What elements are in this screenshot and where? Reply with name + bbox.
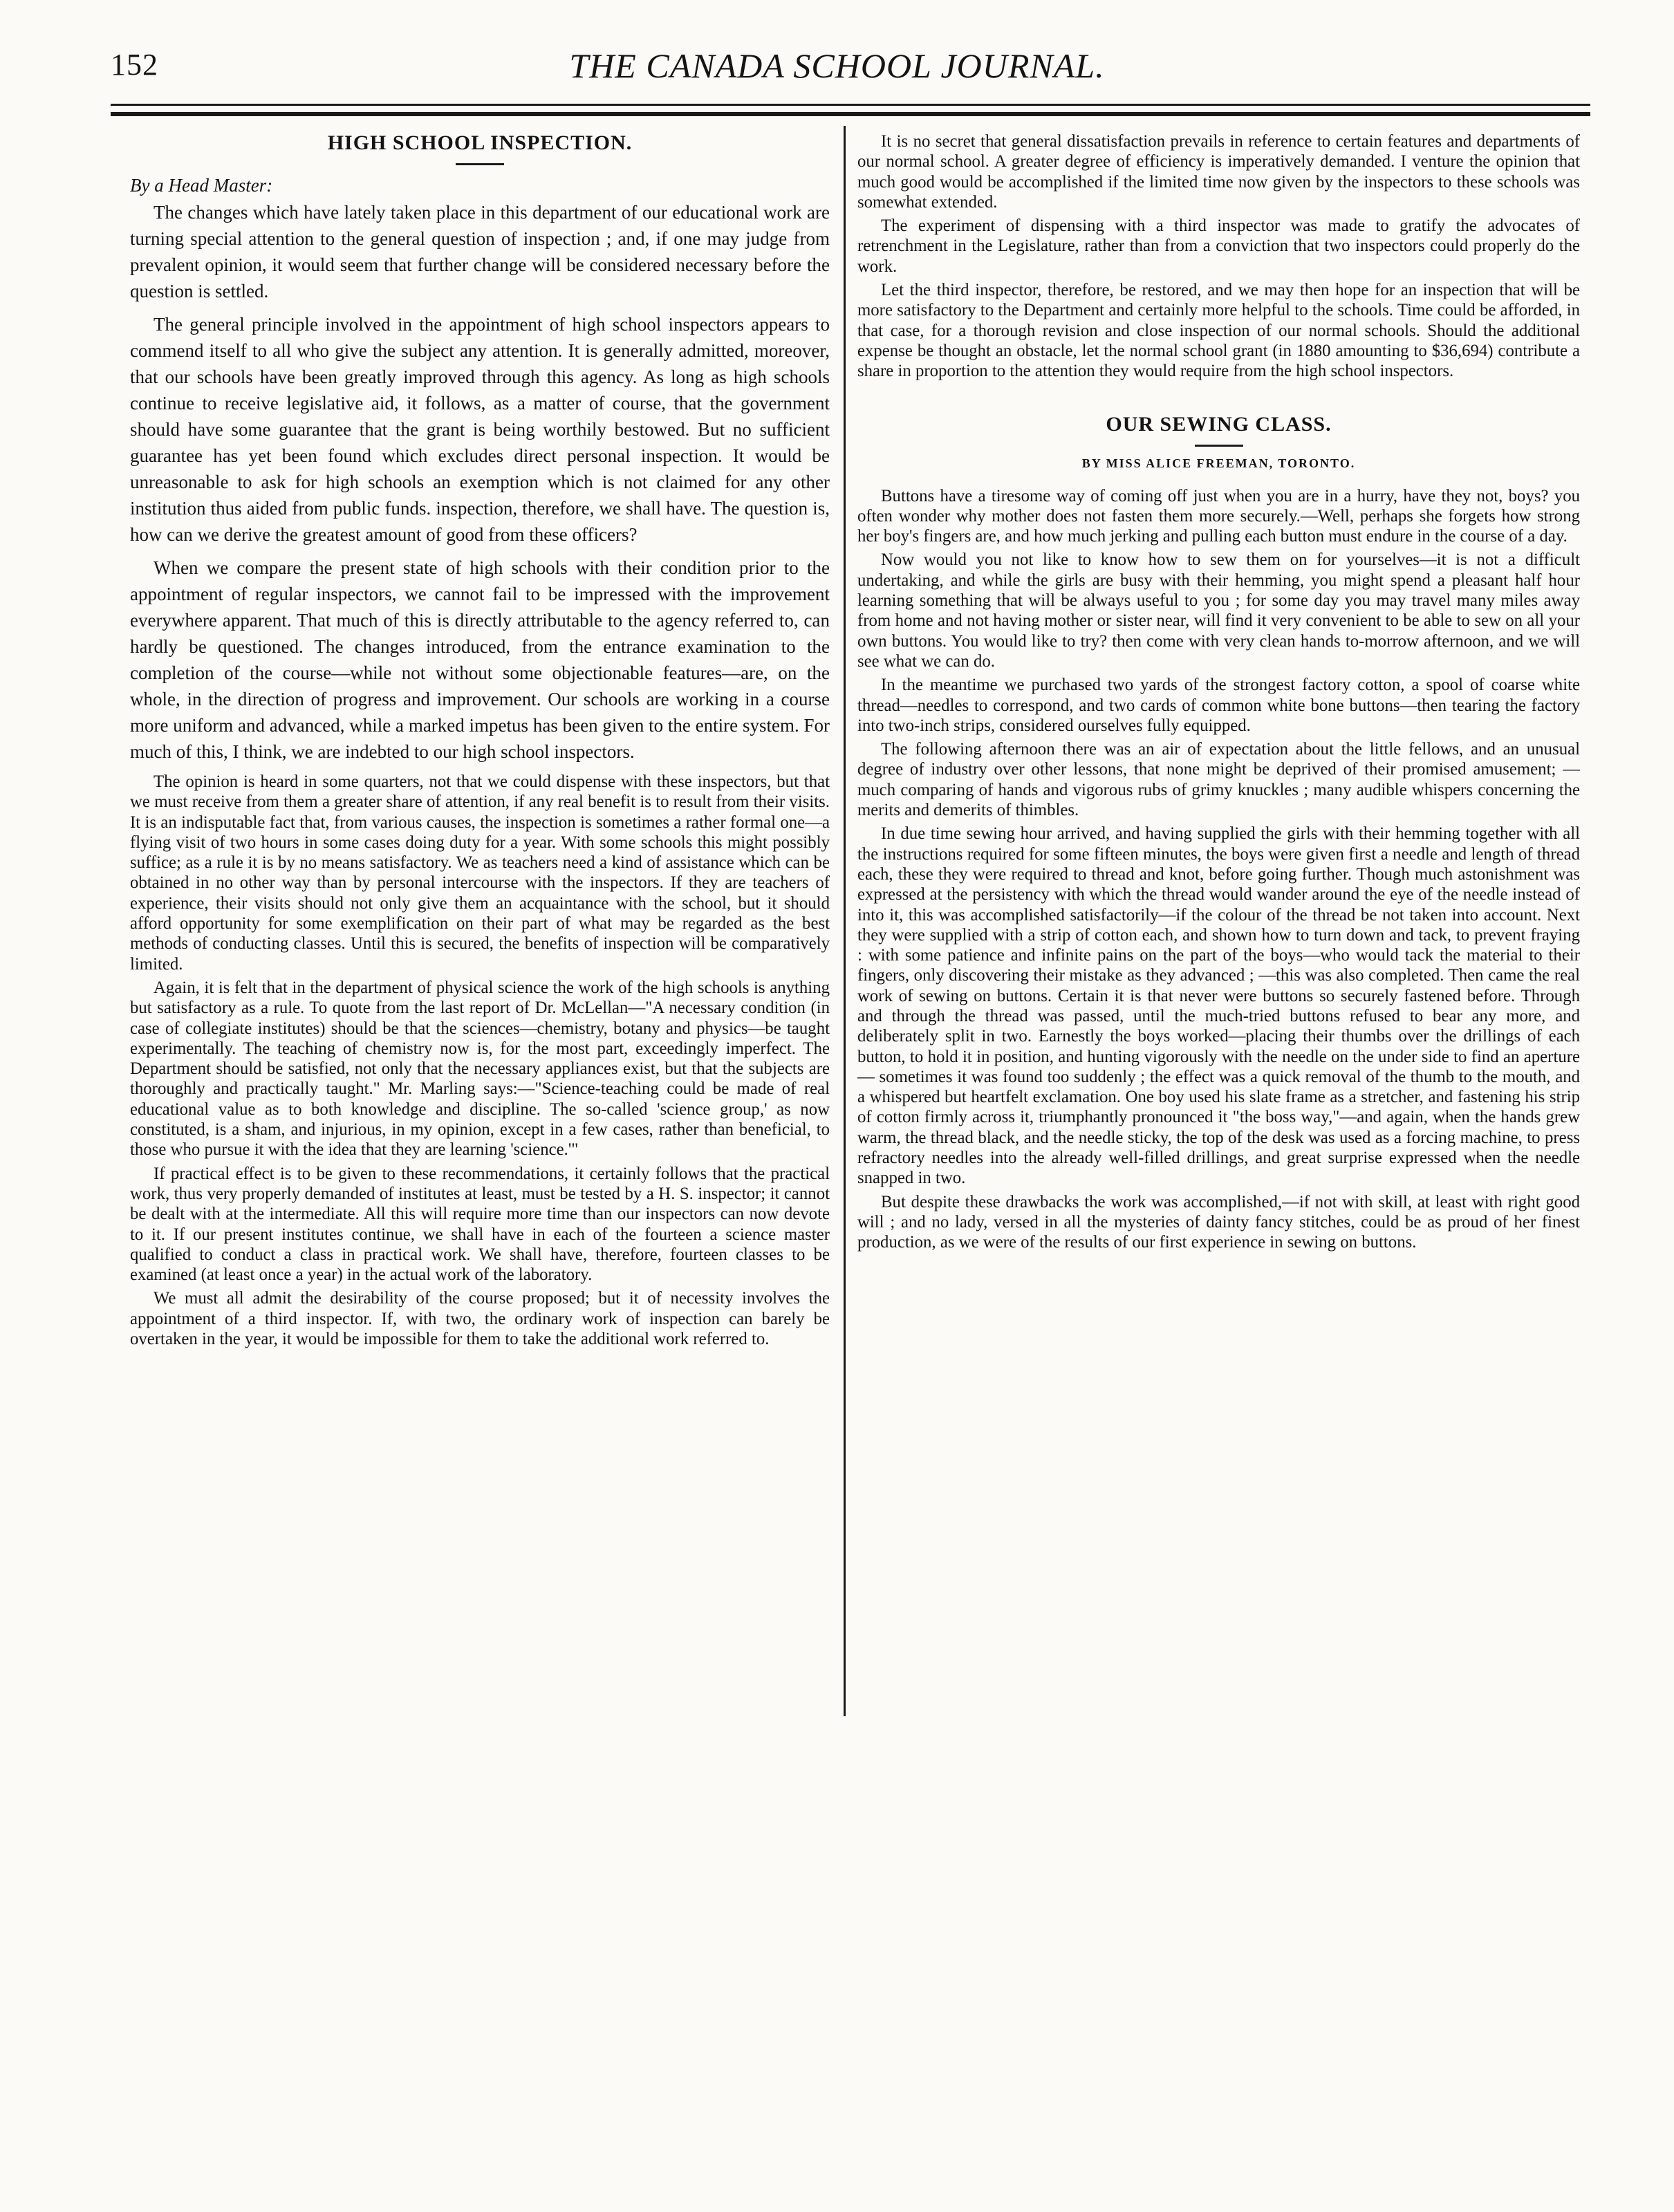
paragraph: In due time sewing hour arrived, and having supplied the girls with their hemming together with all the instructions required for some fifteen minutes, the boys were given first a needle and length of thread each, these they were required to thread and knot, before going further. Though much astonishment was expressed at the persistency with which the thread would wander around the eye of the needle instead of into it, this was accomplished satisfactorily—if the colour of the thread be not taken into account. Next they were supplied with a strip of cotton each, and shown how to turn down and tack, to prevent fraying : with some patience and infinite pains on the part of the boys—who would tack the material to their fingers, only discovering their mistake as they advanced ; —this was also completed. Then came the real work of sewing on buttons. Certain it is that never were buttons so securely fastened before. Through and through the thread was passed, until the much-tried buttons refused to bear any more, and deliberately split in two. Earnestly the boys worked—placing their thumbs over the drillings of each button, to hold it in position, and hunting vigorously with the needle on the under side to find an aperture — sometimes it was found too suddenly ; the effect was a quick removal of the thumb to the mouth, and a whispered but heartfelt exclamation. One boy used his slate frame as a stretcher, and fastening his strip of cotton firmly across it, triumphantly pronounced it "the boss way,"—and again, when the hands grew warm, the thread black, and the needle sticky, the top of the desk was used as a forcing machine, to press refractory needles into the already well-filled drillings, and great surprise expressed when the needle snapped in two. [857,824,1580,1188]
article-title-high-school-inspection: HIGH SCHOOL INSPECTION. [327,131,633,154]
paragraph: In the meantime we purchased two yards of the strongest factory cotton, a spool of coarse white thread—needles to correspond, and two cards of common white bone buttons—then tearing the factory into two-inch strips, considered ourselves fully equipped. [857,676,1580,735]
paragraph: Again, it is felt that in the department of physical science the work of the high schools is anything but satisfactory as a rule. To quote from the last report of Dr. McLellan—"A necessary condition (in case of collegiate institutes) should be that the sciences—chemistry, botany and physics—be taught experimentally. The teaching of chemistry now is, for the most part, exceedingly imperfect. The Department should be satisfied, not only that the necessary appliances exist, but that the subjects are thoroughly and practically taught." Mr. Marling says:—"Science-teaching could be made of real educational value as to both knowledge and discipline. The so-called 'science group,' as now constituted, is a sham, and injurious, in my opinion, except in a few cases, rather than beneficial, to those who pursue it with the idea that they are learning 'science.'" [130,978,830,1160]
paragraph: Buttons have a tiresome way of coming off just when you are in a hurry, have they not, boys? you often wonder why mother does not fasten them more securely.—Well, perhaps she forgets how strong her boy's fingers are, and how much jerking and pulling each button must endure in the course of a day. [857,486,1580,546]
left-column [130,131,830,1353]
paragraph: But despite these drawbacks the work was accomplished,—if not with skill, at least with right good will ; and no lady, versed in all the mysteries of dainty fancy stitches, could be as proud of her finest production, as we were of the results of our first experience in sewing on buttons. [857,1192,1580,1252]
paragraph: We must all admit the desirability of the course proposed; but it of necessity involves the appointment of a third inspector. If, with two, the ordinary work of inspection can barely be overtaken in the year, it would be impossible for them to take the additional work referred to. [130,1289,830,1349]
paragraph: Now would you not like to know how to sew them on for yourselves—it is not a difficult undertaking, and while the girls are busy with their hemming, you might spend a pleasant half hour learning something that will be always useful to you ; for some day you may travel many miles away from home and not having mother or sister near, will find it very convenient to be able to sew on all your own buttons. You would like to try? then come with very clean hands to-morrow afternoon, and we will see what we can do. [857,550,1580,671]
paragraph: The general principle involved in the appointment of high school inspectors appears to commend itself to all who give the subject any attention. It is generally admitted, moreover, that our schools have been greatly improved through this agency. As long as high schools continue to receive legislative aid, it follows, as a matter of course, that the government should have some guarantee that the grant is being worthily bestowed. But no sufficient guarantee has yet been found which excludes direct personal inspection. It would be unreasonable to ask for high schools an exemption which is not claimed for any other institution thus aided from public funds. inspection, therefore, we shall have. The question is, how can we derive the greatest amount of good from these officers? [130,314,830,545]
paragraph: It is no secret that general dissatisfaction prevails in reference to certain features and departments of our normal school. A greater degree of efficiency is imperatively demanded. I venture the opinion that much good would be accomplished if the limited time now given by the inspectors to these schools was somewhat extended. [857,132,1580,212]
title-rule [456,163,504,165]
page-number: 152 [111,48,158,82]
header-rule-top [111,104,1590,106]
journal-title: THE CANADA SCHOOL JOURNAL. [569,46,1105,85]
article-title-our-sewing-class: OUR SEWING CLASS. [1106,412,1332,436]
title-rule [1195,445,1243,447]
paragraph: The experiment of dispensing with a third inspector was made to gratify the advocates of retrenchment in the Legislature, rather than from a conviction that two inspectors could properly do the work. [857,216,1580,276]
article-byline: BY MISS ALICE FREEMAN, TORONTO. [1081,456,1356,470]
column-divider [844,126,846,1716]
paragraph: The changes which have lately taken place in this department of our educational work are turning special attention to the general question of inspection ; and, if one may judge from prevalent opinion, it would seem that further change will be considered necessary before the question is settled. [130,202,830,301]
paragraph: The opinion is heard in some quarters, not that we could dispense with these inspectors, but that we must receive from them a greater share of attention, if any real benefit is to result from their visits. It is an indisputable fact that, from various causes, the inspection is sometimes a rather formal one—a flying visit of two hours in some cases doing duty for a year. With some schools this might possibly suffice; as a rule it is by no means satisfactory. We as teachers need a kind of assistance which can be obtained in no other way than by personal intercourse with the inspectors. If they are teachers of experience, their visits should not only give them an acquaintance with the school, but it should afford opportunity for some exemplification on their part of what may be regarded as the best methods of conducting classes. Until this is secured, the benefits of inspection will be comparatively limited. [130,772,830,974]
paragraph: If practical effect is to be given to these recommendations, it certainly follows that the practical work, thus very properly demanded of institutes at least, must be tested by a H. S. inspector; it cannot be dealt with at the intermediate. All this will require more time than our inspectors can now devote to it. If our present institutes continue, we shall have in each of the fourteen a science master qualified to conduct a class in practical work. We shall have, therefore, fourteen classes to be examined (at least once a year) in the actual work of the laboratory. [130,1164,830,1285]
header-rule-bottom [111,112,1590,116]
paragraph: The following afternoon there was an air of expectation about the little fellows, and an unusual degree of industry over other lessons, that none might be deprived of their promised amusement; —much comparing of hands and vigorous rubs of grimy knuckles ; many audible whispers concerning the merits and demerits of thimbles. [857,740,1580,820]
right-column [857,131,1580,1256]
paragraph: Let the third inspector, therefore, be restored, and we may then hope for an inspection that will be more satisfactory to the Department and certainly more helpful to the schools. Time could be afforded, in that case, for a thorough revision and close inspection of our normal schools. Should the additional expense be thought an obstacle, let the normal school grant (in 1880 amounting to $36,694) contribute a share in proportion to the attention they would require from the high school inspectors. [857,281,1580,381]
paragraph: When we compare the present state of high schools with their condition prior to the appointment of regular inspectors, we cannot fail to be impressed with the improvement everywhere apparent. That much of this is directly attributable to the agency referred to, can hardly be questioned. The changes introduced, from the entrance examination to the completion of the course—while not without some objectionable features—are, on the whole, in the direction of progress and improvement. Our schools are working in a course more uniform and advanced, while a marked impetus has been given to the entire system. For much of this, I think, we are indebted to our high school inspectors. [130,557,830,762]
small-type-block [130,772,830,1349]
article-byline: By a Head Master: [130,175,273,196]
